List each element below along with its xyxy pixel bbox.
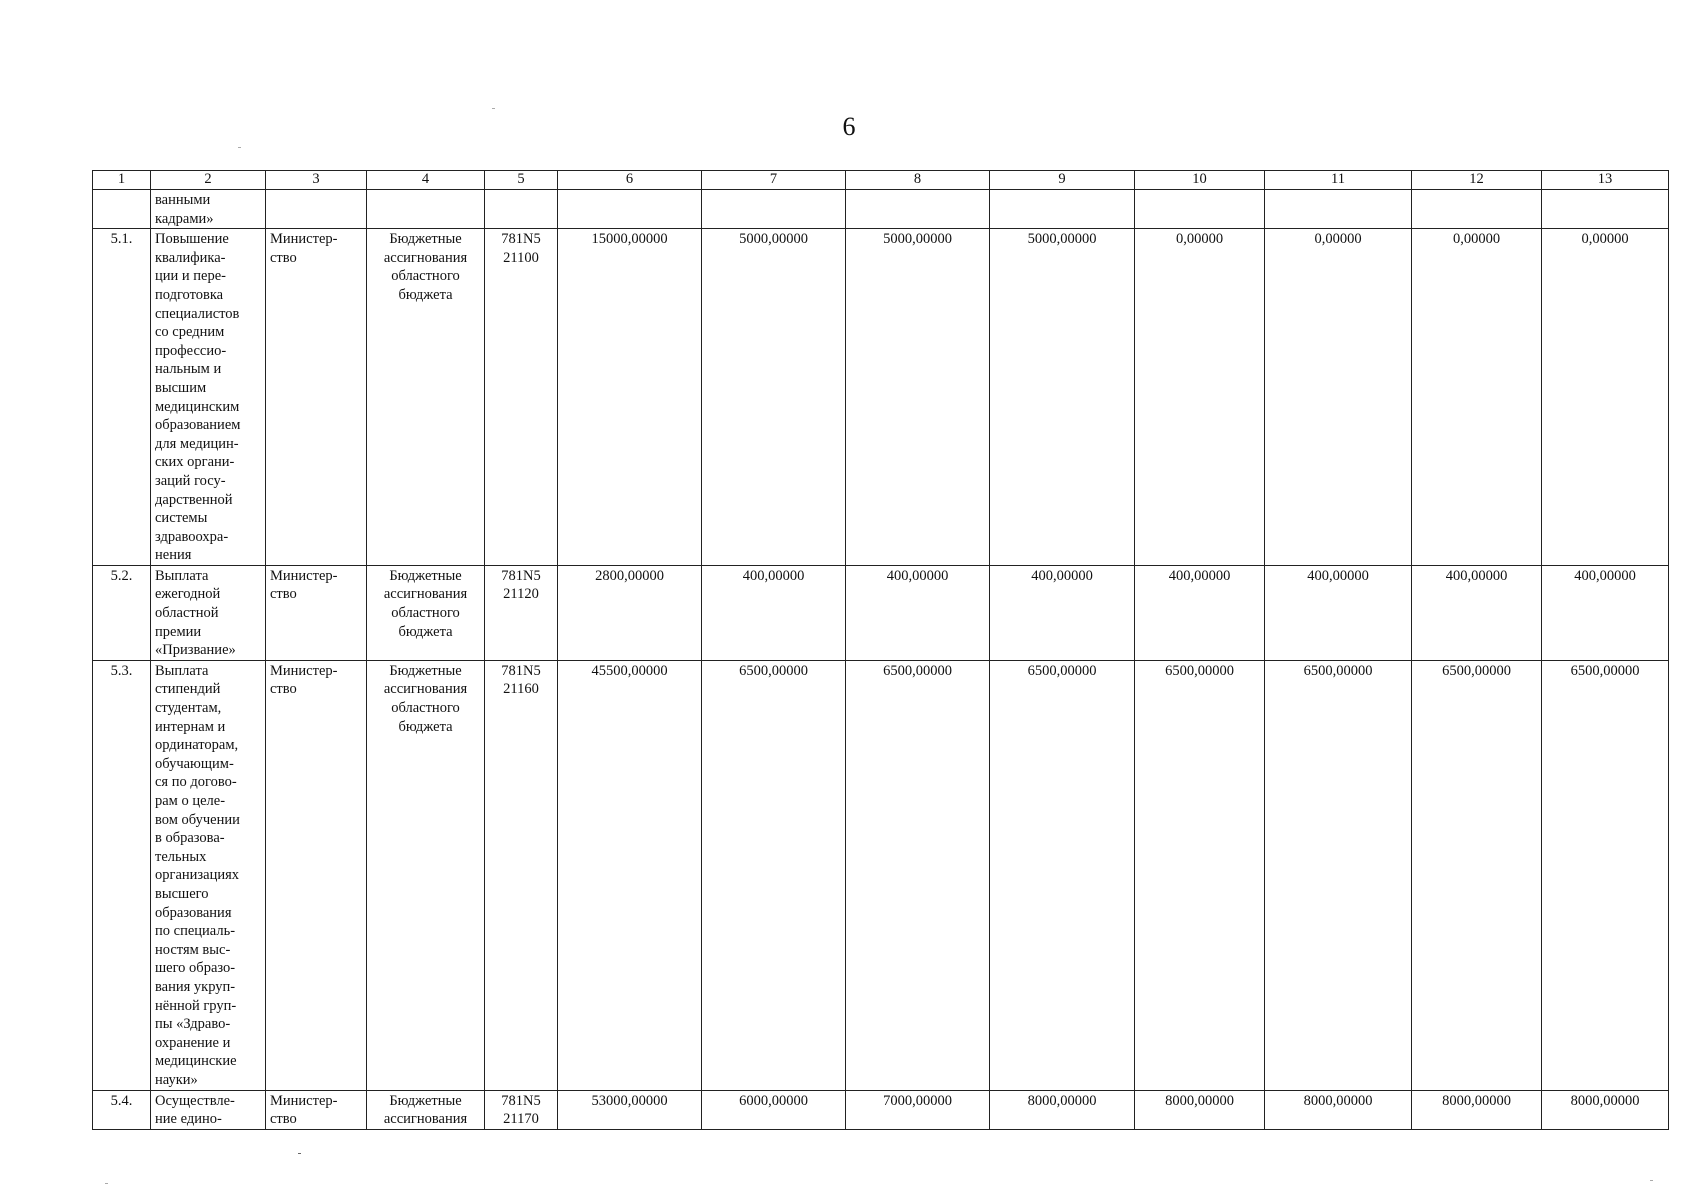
column-number: 8 [846,171,990,190]
column-number: 5 [485,171,558,190]
column-number: 3 [266,171,367,190]
page-number: 6 [842,112,856,141]
column-number: 4 [367,171,485,190]
row-number-cell: 5.4. [93,1090,151,1129]
row-number-cell: 5.3. [93,660,151,1090]
activity-name-cell: Повышение квалифика- ции и пере- подготовка специалистов со средним профессио- нальным и высшим медицинским образованием для медицин- ских органи- заций госу- дарственной системы здравоохра- нения [151,229,266,566]
amount-cell: 0,00000 [1542,229,1669,566]
amount-cell: 400,00000 [846,565,990,660]
amount-cell: 0,00000 [1265,229,1412,566]
amount-cell: 8000,00000 [1412,1090,1542,1129]
amount-cell: 6000,00000 [702,1090,846,1129]
amount-cell: 400,00000 [1265,565,1412,660]
scan-speck [105,1183,108,1184]
amount-cell: 53000,00000 [558,1090,702,1129]
row-number-cell: 5.1. [93,229,151,566]
column-number: 12 [1412,171,1542,190]
table-row-5-3 [93,660,1669,1090]
amount-cell: 6500,00000 [846,660,990,1090]
column-number: 6 [558,171,702,190]
column-number: 7 [702,171,846,190]
column-number: 10 [1135,171,1265,190]
column-number: 9 [990,171,1135,190]
amount-cell: 8000,00000 [990,1090,1135,1129]
amount-cell: 5000,00000 [702,229,846,566]
budget-code-cell: 781N5 21100 [485,229,558,566]
amount-cell: 45500,00000 [558,660,702,1090]
row-number-cell [93,190,151,229]
funding-source-cell: Бюджетные ассигнования областного бюджета [367,229,485,566]
executor-cell: Министер- ство [266,1090,367,1129]
program-activities-table [92,170,1669,1130]
table-row-5-2 [93,565,1669,660]
column-number: 1 [93,171,151,190]
amount-cell: 400,00000 [990,565,1135,660]
amount-cell: 6500,00000 [1542,660,1669,1090]
activity-name-cell: Осуществле- ние едино- [151,1090,266,1129]
amount-cell: 6500,00000 [702,660,846,1090]
funding-source-cell: Бюджетные ассигнования областного бюджета [367,660,485,1090]
budget-code-cell: 781N5 21160 [485,660,558,1090]
scan-speck [492,108,495,109]
scan-speck [238,147,241,148]
amount-cell: 400,00000 [1135,565,1265,660]
funding-source-cell: Бюджетные ассигнования [367,1090,485,1129]
table-row-5-4 [93,1090,1669,1129]
column-number: 13 [1542,171,1669,190]
amount-cell: 400,00000 [1412,565,1542,660]
amount-cell: 0,00000 [1412,229,1542,566]
row-number-cell: 5.2. [93,565,151,660]
amount-cell: 8000,00000 [1542,1090,1669,1129]
column-number: 11 [1265,171,1412,190]
amount-cell: 0,00000 [1135,229,1265,566]
amount-cell: 2800,00000 [558,565,702,660]
amount-cell: 5000,00000 [990,229,1135,566]
amount-cell: 7000,00000 [846,1090,990,1129]
amount-cell: 6500,00000 [1412,660,1542,1090]
amount-cell: 15000,00000 [558,229,702,566]
amount-cell: 6500,00000 [1135,660,1265,1090]
table-row-5-1 [93,229,1669,566]
executor-cell: Министер- ство [266,229,367,566]
column-number-row [93,171,1669,190]
activity-name-cell: Выплата ежегодной областной премии «Призвание» [151,565,266,660]
scan-speck [298,1153,301,1154]
budget-code-cell: 781N5 21120 [485,565,558,660]
budget-code-cell: 781N5 21170 [485,1090,558,1129]
amount-cell: 6500,00000 [1265,660,1412,1090]
continuation-row [93,190,1669,229]
column-number: 2 [151,171,266,190]
amount-cell: 8000,00000 [1265,1090,1412,1129]
activity-name-cell: ванными кадрами» [151,190,266,229]
scan-speck [1650,1180,1653,1181]
executor-cell: Министер- ство [266,565,367,660]
activity-name-cell: Выплата стипендий студентам, интернам и ординаторам, обучающим- ся по догово- рам о целе- вом обучении в образова- тельных организациях высшего образования по специаль- ностям выс- шего образо- вания укруп- нённой груп- пы «Здраво- охранение и медицинские науки» [151,660,266,1090]
executor-cell: Министер- ство [266,660,367,1090]
amount-cell: 5000,00000 [846,229,990,566]
amount-cell: 8000,00000 [1135,1090,1265,1129]
funding-source-cell: Бюджетные ассигнования областного бюджета [367,565,485,660]
amount-cell: 400,00000 [1542,565,1669,660]
amount-cell: 6500,00000 [990,660,1135,1090]
amount-cell: 400,00000 [702,565,846,660]
